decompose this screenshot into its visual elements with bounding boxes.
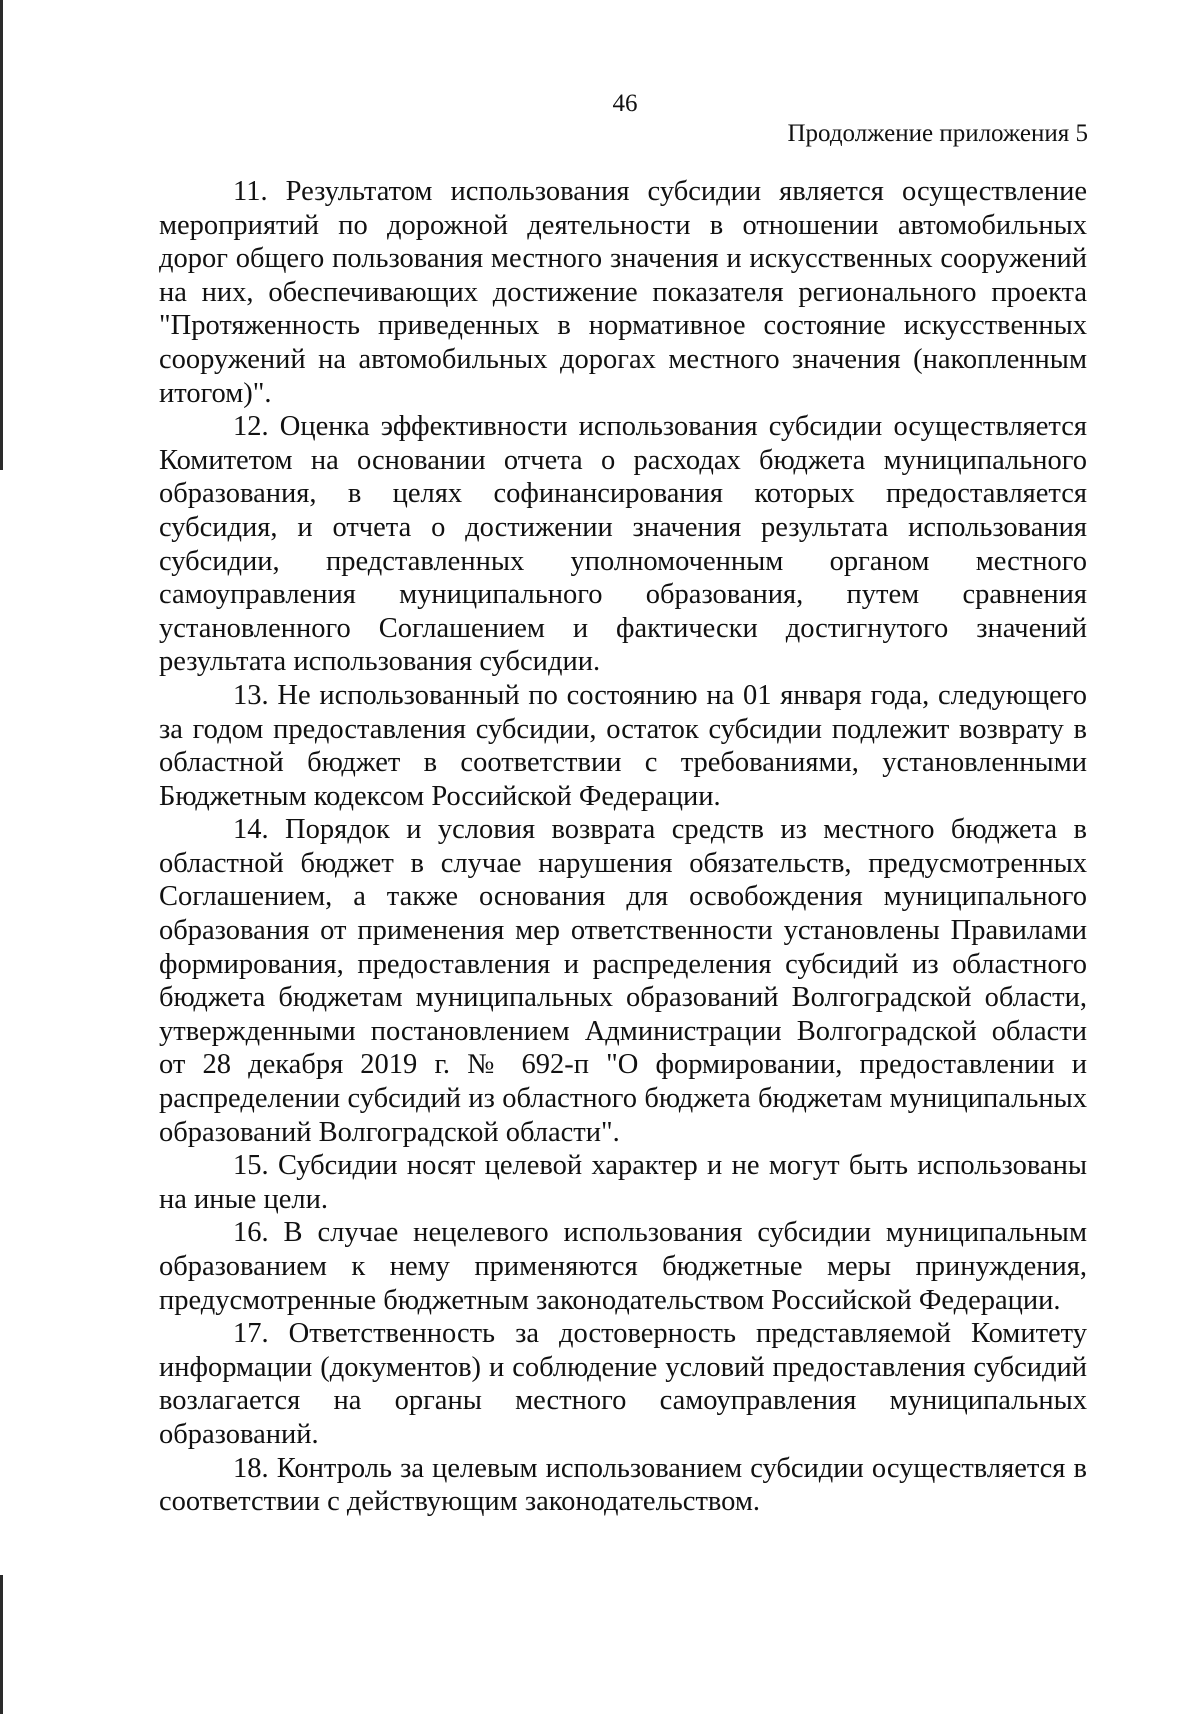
paragraph-17: 17. Ответственность за достоверность представляемой Комитету информации (документов) и соблюдение условий предоставления субсидий возлагается на органы местного самоуправления муниципальных образований. <box>159 1318 1087 1450</box>
paragraph-11: 11. Результатом использования субсидии является осуществление мероприятий по дорожной деятельности в отношении автомобильных дорог общего пользования местного значения и искусственных сооружений на них, обеспечивающих достижение показателя регионального проекта "Протяженность приведенных в нормативное состояние искусственных сооружений на автомобильных дорогах местного значения (накопленным итогом)". <box>159 176 1087 409</box>
paragraph-12: 12. Оценка эффективности использования субсидии осуществляется Комитетом на основании отчета о расходах бюджета муниципального образования, в целях софинансирования которых предоставляется субсидия, и отчета о достижении значения результата использования субсидии, представленных уполномоченным органом местного самоуправления муниципального образования, путем сравнения установленного Соглашением и фактически достигнутого значений результата использования субсидии. <box>159 411 1087 678</box>
paragraph-13: 13. Не использованный по состоянию на 01 января года, следующего за годом предоставления субсидии, остаток субсидии подлежит возврату в областной бюджет в соответствии с требованиями, установленными Бюджетным кодексом Российской Федерации. <box>159 679 1087 812</box>
document-body <box>159 175 1087 1519</box>
paragraph-16: 16. В случае нецелевого использования субсидии муниципальным образованием к нему применяются бюджетные меры принуждения, предусмотренные бюджетным законодательством Российской Федерации. <box>159 1217 1087 1316</box>
appendix-continuation-note: Продолжение приложения 5 <box>787 120 1088 147</box>
paragraph-15: 15. Субсидии носят целевой характер и не могут быть использованы на иные цели. <box>159 1150 1087 1215</box>
paragraph-14: 14. Порядок и условия возврата средств из местного бюджета в областной бюджет в случае нарушения обязательств, предусмотренных Соглашением, а также основания для освобождения муниципального образования от применения мер ответственности установлены Правилами формирования, предоставления и распределения субсидий из областного бюджета бюджетам муниципальных образований Волгоградской области, утвержденными постановлением Администрации Волгоградской области от 28 декабря 2019 г. № 692-п "О формировании, предоставлении и распределении субсидий из областного бюджета бюджетам муниципальных образований Волгоградской области". <box>159 814 1087 1148</box>
scan-edge-mark-top <box>0 0 3 470</box>
paragraph-18: 18. Контроль за целевым использованием субсидии осуществляется в соответствии с действующим законодательством. <box>159 1452 1087 1518</box>
scan-edge-mark-bottom <box>0 1575 3 1714</box>
page-number: 46 <box>612 90 638 117</box>
